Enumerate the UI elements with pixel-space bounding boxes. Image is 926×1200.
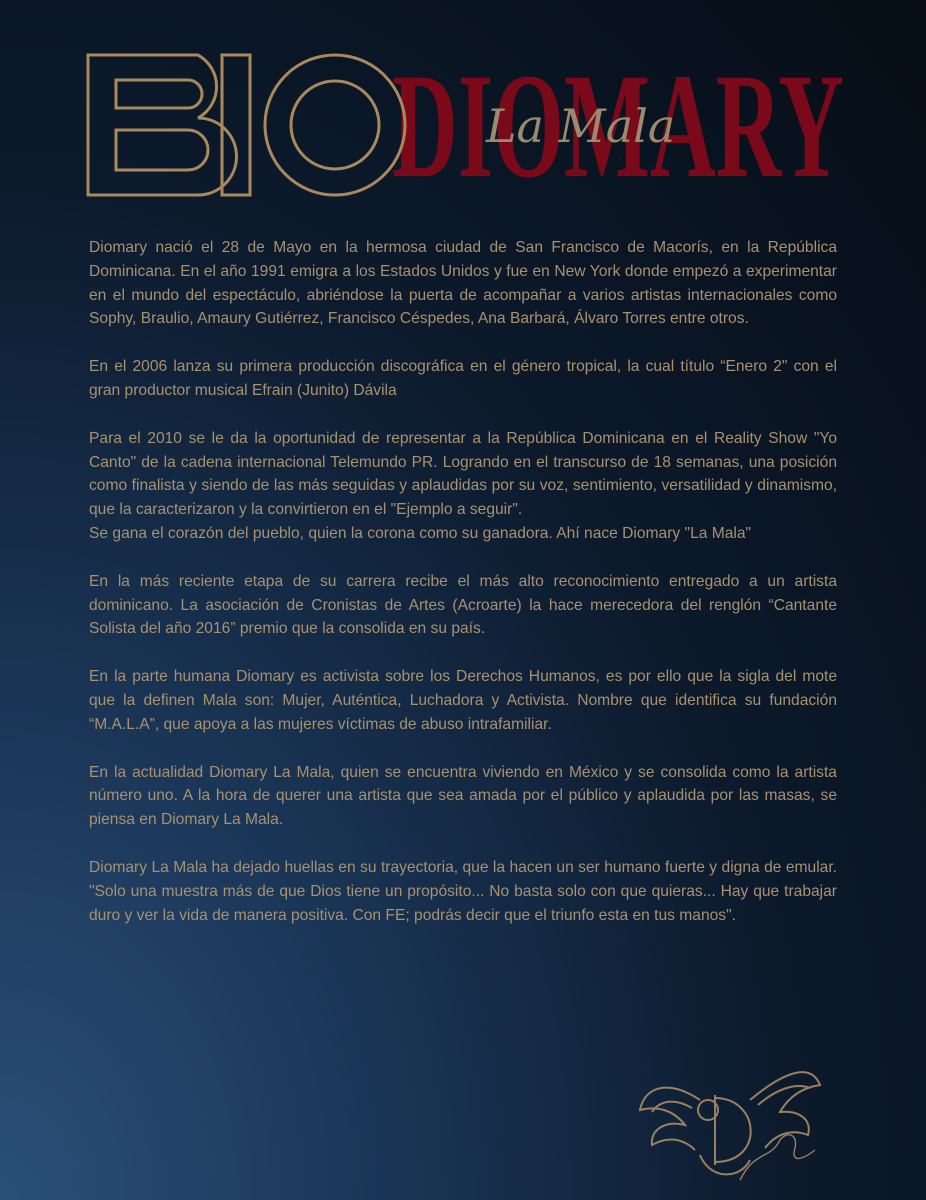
paragraph-2: En el 2006 lanza su primera producción discográfica en el género tropical, la cual título “Enero 2" con el gran productor musical Efrain (Junito) Dávila (89, 358, 837, 399)
winged-logo-emblem (630, 1040, 830, 1190)
signature-mark (740, 1135, 815, 1180)
bio-title (88, 55, 405, 195)
page-header (0, 0, 926, 220)
la-mala-script: La Mala (486, 99, 676, 153)
title-graphic (0, 0, 926, 220)
paragraph-7: Diomary La Mala ha dejado huellas en su trayectoria, que la hacen un ser humano fuerte y digna de emular. "Solo una muestra más de que Dios tiene un propósito... No basta solo con que quieras... Hay que trabajar duro y ver la vida de manera positiva. Con FE; podrás decir que el triunfo esta en tus manos". (89, 858, 837, 924)
paragraph-1: Diomary nació el 28 de Mayo en la hermosa ciudad de San Francisco de Macorís, en la República Dominicana. En el año 1991 emigra a los Estados Unidos y fue en New York donde empezó a experimentar en el mundo del espectáculo, abriéndose la puerta de acompañar a varios artistas internacionales como Sophy, Braulio, Amaury Gutiérrez, Francisco Céspedes, Ana Barbará, Álvaro Torres entre otros. (89, 239, 837, 328)
paragraph-4: En la más reciente etapa de su carrera recibe el más alto reconocimiento entregado a un artista dominicano. La asociación de Cronistas de Artes (Acroarte) la hace merecedora del renglón “Cantante Solista del año 2016” premio que la consolida en su país. (89, 572, 837, 638)
paragraph-6: En la actualidad Diomary La Mala, quien se encuentra viviendo en México y se consolida como la artista número uno. A la hora de querer una artista que sea amada por el público y aplaudida por las masas, se piensa en Diomary La Mala. (89, 763, 837, 829)
paragraph-3: Para el 2010 se le da la oportunidad de representar a la República Dominicana en el Reality Show "Yo Canto" de la cadena internacional Telemundo PR. Logrando en el transcurso de 18 semanas, una posición como finalista y siendo de las más seguidas y aplaudidas por su voz, sentimiento, versatilidad y dinamismo, que la caracterizaron y la convirtieron en el "Ejemplo a seguir". Se gana el corazón del pueblo, quien la corona como su ganadora. Ahí nace Diomary "La Mala" (89, 429, 837, 542)
diomary-title: DIOMARY (392, 43, 844, 209)
biography-text (89, 236, 837, 951)
paragraph-5: En la parte humana Diomary es activista sobre los Derechos Humanos, es por ello que la sigla del mote que la definen Mala son: Mujer, Auténtica, Luchadora y Activista. Nombre que identifica su fundación “M.A.L.A”, que apoya a las mujeres víctimas de abuso intrafamiliar. (89, 668, 837, 733)
